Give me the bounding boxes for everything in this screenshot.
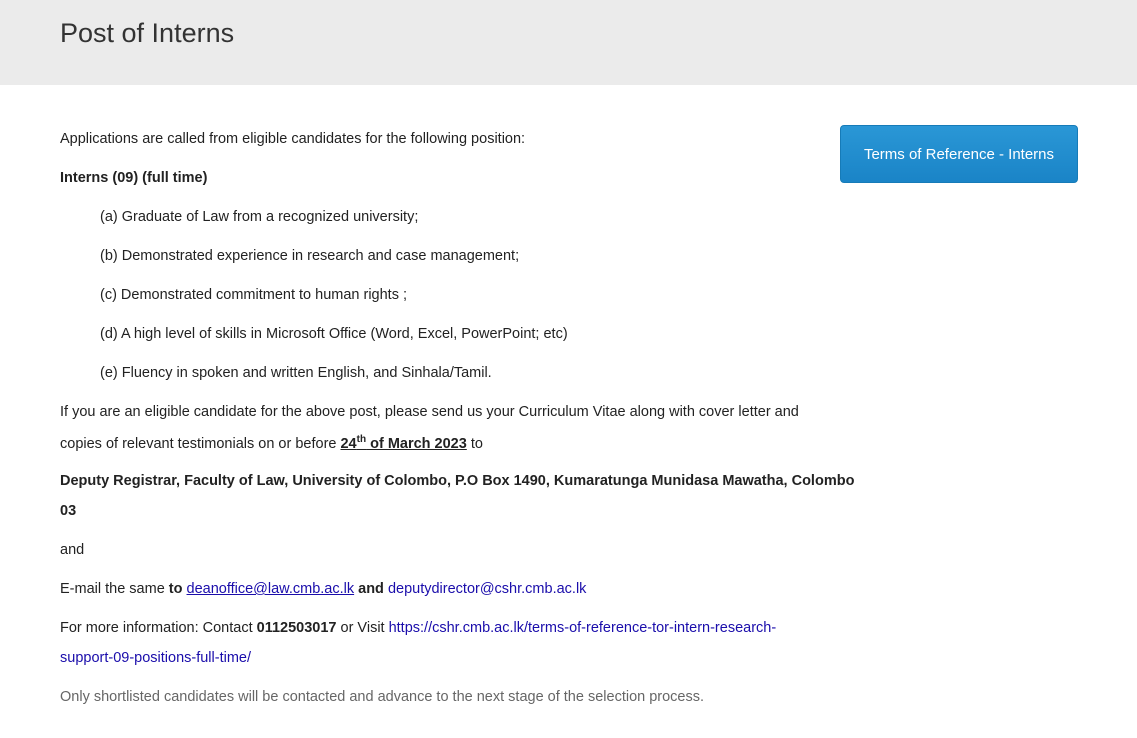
position-title: Interns (09) (full time) [60,170,208,186]
email-link-deanoffice[interactable]: deanoffice@law.cmb.ac.lk [186,581,355,597]
requirement-a: (a) Graduate of Law from a recognized university; [100,209,419,225]
info-visit: or Visit [336,620,389,636]
deadline-date [340,436,466,452]
page-title: Post of Interns [60,18,235,48]
info-line [60,620,776,636]
deadline-rest: of March 2023 [366,435,467,452]
email-prefix: E-mail the same [60,581,169,597]
apply-text-line-2 [60,434,483,452]
deadline-day: 24 [340,435,357,452]
intro-text: Applications are called from eligible candidates for the following position: [60,131,526,147]
requirement-b: (b) Demonstrated experience in research and case management; [100,248,520,264]
and-text: and [60,542,85,558]
email-line [60,581,586,597]
apply-text-line-1: If you are an eligible candidate for the above post, please send us your Curriculum Vitae along with cover letter and [60,404,799,420]
info-prefix: For more information: Contact [60,620,257,636]
requirement-c: (c) Demonstrated commitment to human rights ; [100,287,408,303]
apply-text-suffix: to [466,435,483,452]
tor-interns-button[interactable]: Terms of Reference - Interns [840,125,1078,183]
email-link-deputydirector[interactable]: deputydirector@cshr.cmb.ac.lk [387,581,587,597]
tor-url-link-continued[interactable]: support-09-positions-full-time/ [60,650,251,666]
email-to: to [168,581,187,597]
page-header [0,0,1137,85]
phone-number: 0112503017 [256,620,337,636]
requirement-e: (e) Fluency in spoken and written English, and Sinhala/Tamil. [100,365,492,381]
address-line-2: 03 [60,503,77,519]
footer-note: Only shortlisted candidates will be contacted and advance to the next stage of the selection process. [60,689,705,705]
tor-url-link[interactable]: https://cshr.cmb.ac.lk/terms-of-reference-tor-intern-research- [388,620,777,636]
requirement-d: (d) A high level of skills in Microsoft Office (Word, Excel, PowerPoint; etc) [100,326,568,342]
address-line-1: Deputy Registrar, Faculty of Law, University of Colombo, P.O Box 1490, Kumaratunga Munidasa Mawatha, Colombo [60,473,855,489]
info-url-line-2 [60,650,251,666]
email-and: and [354,581,388,597]
apply-text-prefix: copies of relevant testimonials on or before [60,435,341,452]
deadline-sup: th [356,434,367,445]
